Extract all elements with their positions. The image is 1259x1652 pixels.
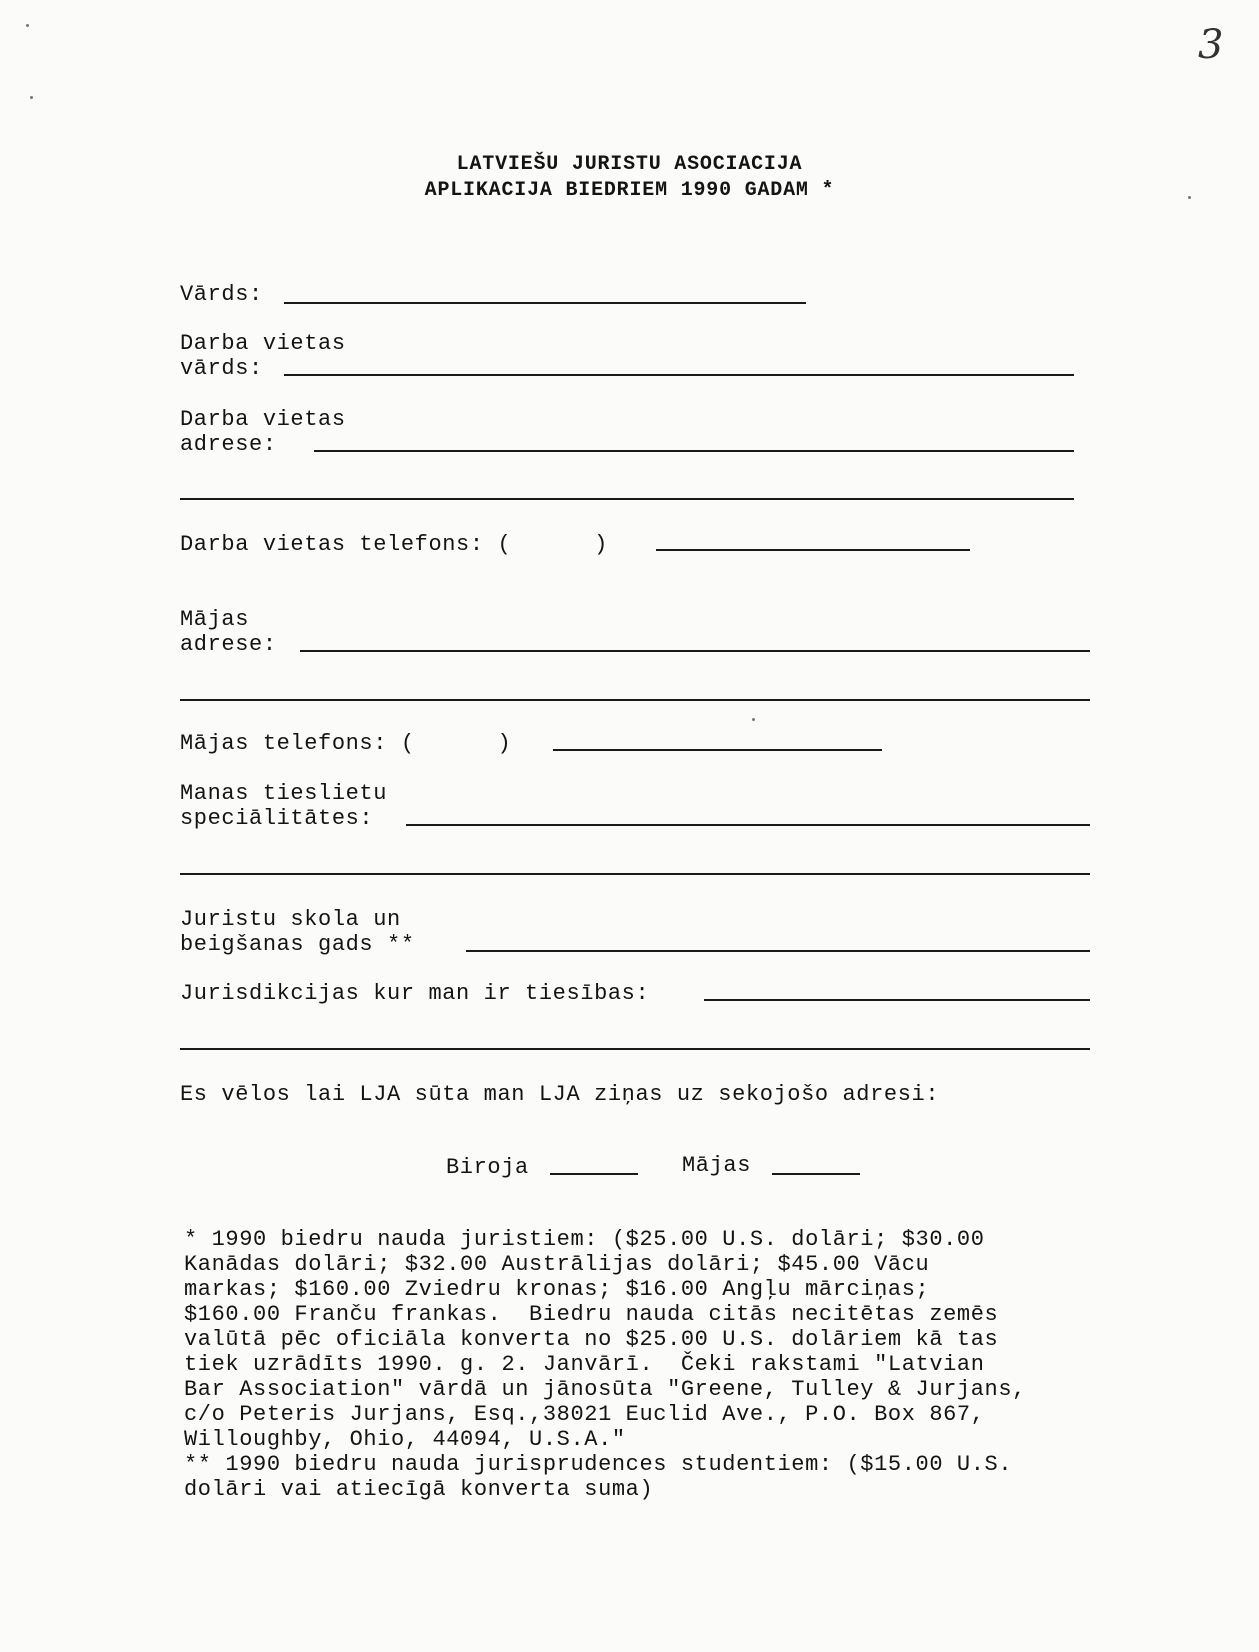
work-address-input-line-1[interactable] (314, 450, 1074, 452)
home-phone-label: Mājas telefons: ( ) (180, 731, 512, 756)
footnote-line: Kanādas dolāri; $32.00 Austrālijas dolāri; $45.00 Vācu (184, 1252, 930, 1277)
jurisdictions-input-line-2[interactable] (180, 1048, 1090, 1050)
jurisdictions-input-line-1[interactable] (704, 999, 1090, 1001)
footnote-line: $160.00 Franču frankas. Biedru nauda citās necitētas zemēs (184, 1302, 999, 1327)
mailing-prompt: Es vēlos lai LJA sūta man LJA ziņas uz sekojošo adresi: (180, 1082, 940, 1107)
work-address-input-line-2[interactable] (180, 498, 1074, 500)
form-subtitle: APLIKACIJA BIEDRIEM 1990 GADAM * (424, 179, 835, 202)
footnote-line: c/o Peteris Jurjans, Esq.,38021 Euclid Ave., P.O. Box 867, (184, 1402, 985, 1427)
jurisdictions-label: Jurisdikcijas kur man ir tiesības: (180, 981, 650, 1006)
home-phone-input-line[interactable] (553, 749, 882, 751)
scan-speck (752, 718, 755, 721)
work-phone-label: Darba vietas telefons: ( ) (180, 532, 608, 557)
specialties-label-line2: speciālitātes: (180, 806, 374, 831)
specialties-input-line-1[interactable] (406, 824, 1090, 826)
work-address-label-line1: Darba vietas (180, 407, 346, 432)
law-school-label-line1: Juristu skola un (180, 907, 401, 932)
workplace-name-label-line1: Darba vietas (180, 331, 346, 356)
footnote-line: Willoughby, Ohio, 44094, U.S.A." (184, 1427, 626, 1452)
footnote-line: * 1990 biedru nauda juristiem: ($25.00 U.S. dolāri; $30.00 (184, 1227, 985, 1252)
footnote-line: dolāri vai atiecīgā konverta suma) (184, 1477, 654, 1502)
work-phone-input-line[interactable] (656, 549, 970, 551)
home-address-input-line-1[interactable] (300, 650, 1090, 652)
law-school-input-line[interactable] (466, 950, 1090, 952)
law-school-label-line2: beigšanas gads ** (180, 932, 415, 957)
specialties-input-line-2[interactable] (180, 873, 1090, 875)
scan-speck (26, 24, 29, 27)
footnote-line: tiek uzrādīts 1990. g. 2. Janvārī. Čeki rakstami "Latvian (184, 1352, 985, 1377)
page-number: 3 (1198, 22, 1224, 68)
footnote-line: Bar Association" vārdā un jānosūta "Greene, Tulley & Jurjans, (184, 1377, 1026, 1402)
footnote-line: markas; $160.00 Zviedru kronas; $16.00 Angļu mārciņas; (184, 1277, 930, 1302)
home-option-input-line[interactable] (772, 1173, 860, 1175)
workplace-name-input-line[interactable] (284, 374, 1074, 376)
footnotes (184, 1227, 1026, 1502)
home-address-label-line2: adrese: (180, 632, 277, 657)
home-address-input-line-2[interactable] (180, 699, 1090, 701)
name-label: Vārds: (180, 282, 263, 307)
name-input-line[interactable] (284, 302, 806, 304)
specialties-label-line1: Manas tieslietu (180, 781, 388, 806)
footnote-line: valūtā pēc oficiāla konverta no $25.00 U.S. dolāriem kā tas (184, 1327, 999, 1352)
footnote-line: ** 1990 biedru nauda jurisprudences studentiem: ($15.00 U.S. (184, 1452, 1013, 1477)
work-address-label-line2: adrese: (180, 432, 277, 457)
scan-speck (1188, 196, 1191, 199)
home-address-label-line1: Mājas (180, 607, 250, 632)
office-option-input-line[interactable] (550, 1173, 638, 1175)
scan-speck (30, 96, 33, 99)
org-title: LATVIEŠU JURISTU ASOCIACIJA (456, 153, 803, 176)
office-option-label: Biroja (446, 1155, 529, 1180)
workplace-name-label-line2: vārds: (180, 356, 263, 381)
home-option-label: Mājas (682, 1153, 752, 1178)
